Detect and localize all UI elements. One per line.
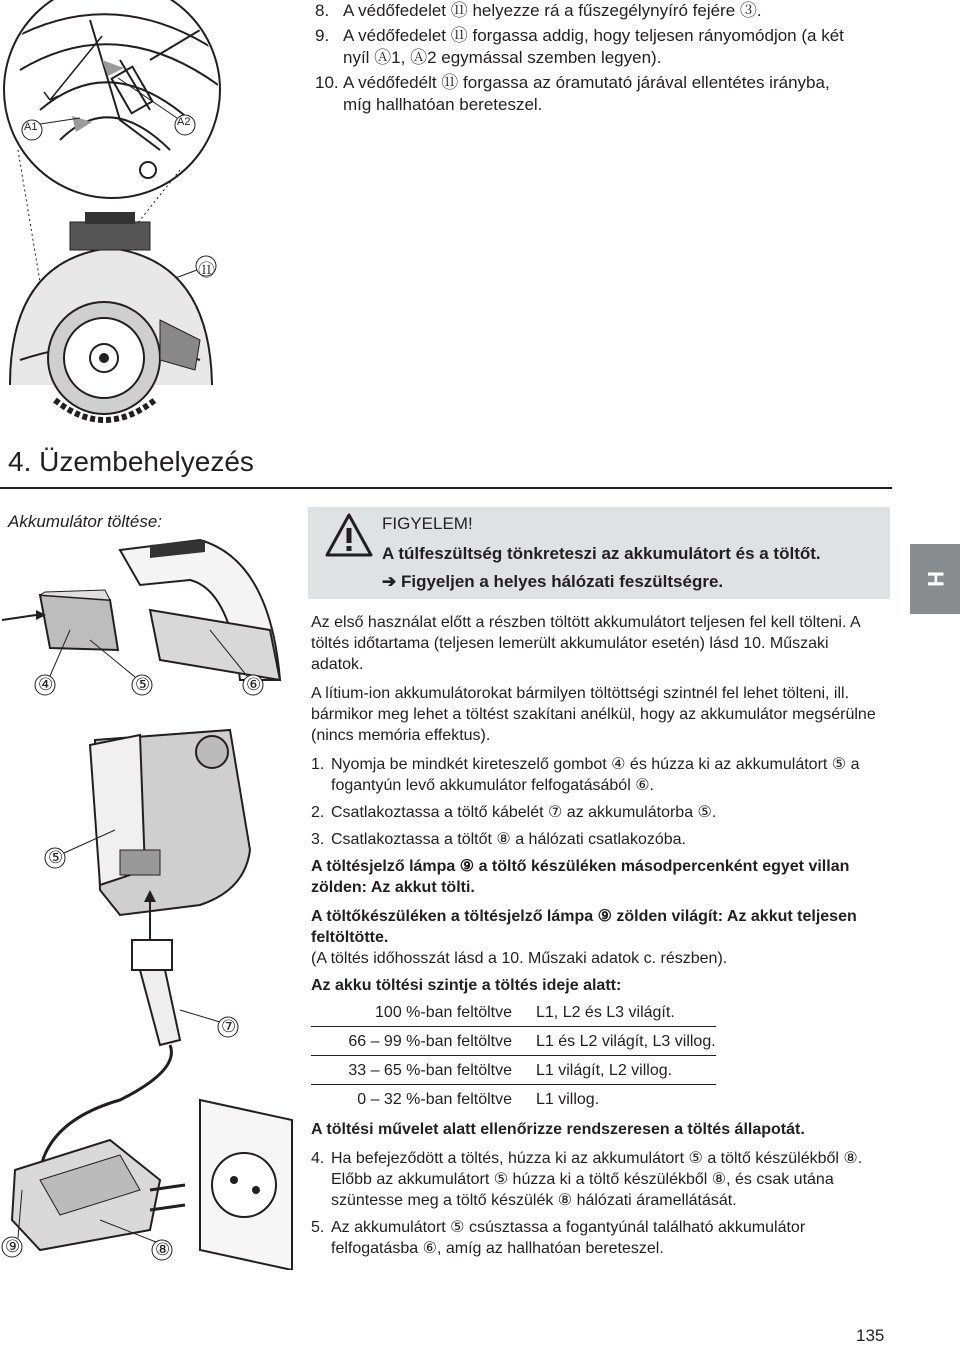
guard-assembly-illustration [0, 0, 300, 440]
step-text: A védőfedelet ⑪ helyezze rá a fűszegélynyíró fejére ③. [343, 1, 762, 20]
section-title: 4. Üzembehelyezés [8, 446, 254, 477]
subheading: Akkumulátor töltése: [8, 512, 163, 531]
step-text: Az akkumulátort ⑤ csúsztassa a fogantyúnál található akkumulátor felfogatásba ⑥, amíg az hallhatóan bereteszel. [331, 1219, 806, 1257]
section-divider [0, 487, 892, 489]
figure-label-battery-mount: ⑥ [246, 675, 262, 694]
figure-label-a1: A1 [24, 121, 38, 133]
step-text: A védőfedelet ⑪ forgassa addig, hogy teljesen rányomódjon (a két nyíl Ⓐ1, Ⓐ2 egymással szemben legyen). [343, 26, 844, 67]
table-cell-level: 100 %-ban feltöltve [375, 1004, 512, 1021]
table-heading: Az akku töltési szintje a töltés ideje alatt: [311, 977, 622, 994]
charging-note: A töltésjelző lámpa ⑨ a töltő készüléken másodpercenként egyet villan zölden: Az akkut tölti. [311, 858, 850, 896]
step-text: Nyomja be mindkét kireteszelő gombot ④ és húzza ki az akkumulátort ⑤ a fogantyún levő akkumulátor felfogatásából ⑥. [331, 756, 860, 794]
figure-label-charger-cable: ⑦ [221, 1017, 237, 1036]
step-number: 5. [311, 1219, 325, 1236]
table-cell-status: L1, L2 és L3 világít. [536, 1004, 675, 1021]
warning-title: FIGYELEM! [382, 514, 473, 533]
intro-paragraph: A lítium-ion akkumulátorokat bármilyen töltöttségi szintnél fel lehet tölteni, ill. bármikor meg lehet a töltést szakítani anélkül, hogy az akkumulátor megsérülne (nincs memória effektus). [311, 685, 876, 744]
step-8 [315, 0, 855, 22]
check-note: A töltési művelet alatt ellenőrizze rendszeresen a töltés állapotát. [311, 1121, 805, 1138]
step-5 [311, 1217, 881, 1259]
step-1 [311, 754, 881, 796]
figure-label-battery: ⑤ [135, 675, 151, 694]
table-row [311, 1027, 716, 1056]
table-cell-level: 0 – 32 %-ban feltöltve [311, 1085, 536, 1114]
step-text: A védőfedélt ⑪ forgassa az óramutató járával ellentétes irányba, míg hallhatóan bereteszel. [343, 73, 830, 114]
step-number: 3. [311, 831, 325, 848]
step-number: 8. [315, 1, 330, 20]
charging-instructions [311, 612, 881, 1265]
step-number: 4. [311, 1150, 325, 1167]
intro-paragraph: Az első használat előtt a részben töltött akkumulátort teljesen fel kell tölteni. A töltés időtartama (teljesen lemerült akkumulátor esetén) lásd 10. Műszaki adatok. [311, 614, 860, 673]
table-row [311, 1056, 716, 1085]
table-cell-level: 33 – 65 %-ban feltöltve [311, 1056, 536, 1085]
language-tab-label: H [923, 571, 948, 587]
battery-charging-illustration [0, 530, 300, 1270]
table-row [311, 1085, 716, 1114]
language-tab [910, 544, 960, 614]
charge-level-table [311, 998, 716, 1113]
figure-label-indicator-lamp: ⑨ [5, 1237, 21, 1256]
step-text: Csatlakoztassa a töltő kábelét ⑦ az akkumulátorba ⑤. [331, 804, 717, 821]
table-row [311, 998, 716, 1027]
figure-label-battery-2: ⑤ [48, 848, 64, 867]
step-text: Ha befejeződött a töltés, húzza ki az akkumulátort ⑤ a töltő készülékből ⑧. Előbb az akkumulátort ⑤ húzza ki a töltő készülékből ⑧, és csak utána szüntesse meg a töltő készülék ⑧ hálózati áramellátását. [331, 1150, 863, 1209]
table-cell-status: L1 villog. [536, 1085, 716, 1114]
step-number: 10. [315, 73, 339, 92]
top-steps [315, 0, 855, 119]
step-10 [315, 72, 855, 116]
figure-label-guard: ⑪ [198, 261, 215, 280]
step-3 [311, 829, 881, 850]
step-2 [311, 802, 881, 823]
warning-text: A túlfeszültség tönkreteszi az akkumulátort és a töltőt. [382, 544, 821, 563]
step-9 [315, 25, 855, 69]
table-cell-status: L1 és L2 világít, L3 villog. [536, 1027, 716, 1056]
full-charge-note-sub: (A töltés időhosszát lásd a 10. Műszaki adatok c. részben). [311, 950, 728, 967]
table-cell-status: L1 világít, L2 villog. [536, 1056, 716, 1085]
warning-triangle-icon [324, 512, 374, 558]
step-text: Csatlakoztassa a töltőt ⑧ a hálózati csatlakozóba. [331, 831, 686, 848]
figure-label-release-button: ④ [38, 675, 54, 694]
warning-action: ➔ Figyeljen a helyes hálózati feszültségre. [382, 572, 724, 591]
figure-label-a2: A2 [177, 116, 191, 128]
full-charge-note [311, 906, 881, 969]
page-number: 135 [856, 1326, 885, 1345]
table-cell-level: 66 – 99 %-ban feltöltve [311, 1027, 536, 1056]
figure-label-charger: ⑧ [155, 1240, 171, 1259]
step-number: 1. [311, 756, 325, 773]
step-number: 9. [315, 26, 330, 45]
full-charge-note-bold: A töltőkészüléken a töltésjelző lámpa ⑨ zölden világít: Az akkut teljesen feltöltötte. [311, 908, 857, 946]
step-4 [311, 1148, 881, 1211]
step-number: 2. [311, 804, 325, 821]
